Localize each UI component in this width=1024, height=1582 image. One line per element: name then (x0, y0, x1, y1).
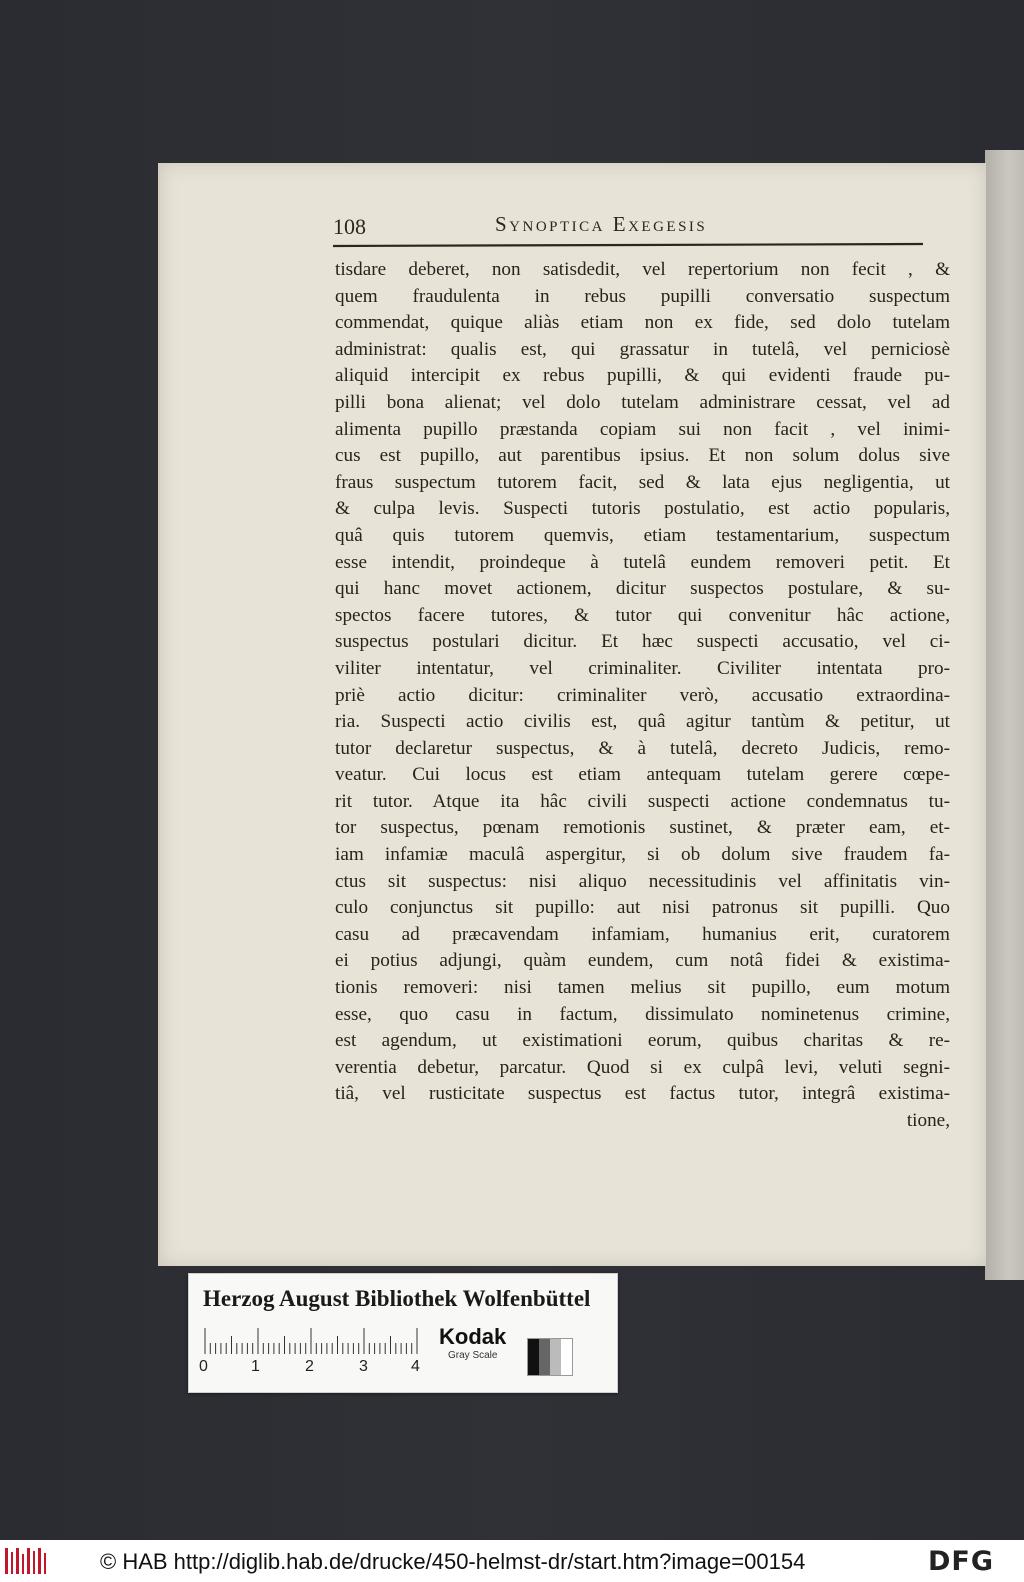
facing-page-edge (985, 150, 1024, 1280)
dfg-logo: DFG (928, 1546, 995, 1577)
text-line: qui hanc movet actionem, dicitur suspectos postulare, & su- (335, 578, 950, 600)
text-line: est agendum, ut existimationi eorum, quibus charitas & re- (335, 1030, 950, 1052)
library-color-card (188, 1273, 618, 1393)
header-rule (333, 240, 933, 252)
footer-citation-link[interactable]: © HAB http://diglib.hab.de/drucke/450-helmst-dr/start.htm?image=00154 (100, 1549, 806, 1574)
text-line: tutor declaretur suspectus, & à tutelâ, decreto Judicis, remo- (335, 737, 950, 759)
text-line: cus est pupillo, aut parentibus ipsius. Et non solum dolus sive (335, 445, 950, 467)
ruler-number: 0 (199, 1358, 208, 1375)
text-line: esse, quo casu in factum, dissimulato nominetenus crimine, (335, 1003, 950, 1025)
hab-barcode-icon (4, 1546, 48, 1576)
text-line: ctus sit suspectus: nisi aliquo necessitudinis vel affinitatis vin- (335, 870, 950, 892)
text-line: aliquid intercipit ex rebus pupilli, & qui evidenti fraude pu- (335, 365, 950, 387)
text-line: rit tutor. Atque ita hâc civili suspecti actione condemnatus tu- (335, 790, 950, 812)
ruler-number: 2 (305, 1358, 314, 1375)
text-line: iam infamiæ maculâ aspergitur, si ob dolum sive fraudem fa- (335, 844, 950, 866)
text-line: culo conjunctus sit pupillo: aut nisi patronus sit pupilli. Quo (335, 897, 950, 919)
gray-scale-swatches (527, 1338, 573, 1376)
library-name: Herzog August Bibliothek Wolfenbüttel (203, 1286, 591, 1311)
text-line: tor suspectus, pœnam remotionis sustinet, & præter eam, et- (335, 817, 950, 839)
text-line: quem fraudulenta in rebus pupilli conversatio suspectum (335, 285, 950, 307)
text-line: & culpa levis. Suspecti tutoris postulatio, est actio popularis, (335, 498, 950, 520)
text-line: ei potius adjungi, quàm eundem, cum notâ fidei & existima- (335, 950, 950, 972)
text-line: pilli bona alienat; vel dolo tutelam administrare cessat, vel ad (335, 391, 950, 413)
text-line: ria. Suspecti actio civilis est, quâ agitur tantùm & petitur, ut (335, 711, 950, 733)
text-line: viliter intentatur, vel criminaliter. Civiliter intentata pro- (335, 657, 950, 679)
kodak-logo: Kodak (439, 1324, 507, 1349)
ruler-number: 1 (251, 1358, 260, 1375)
text-line: quâ quis tutorem quemvis, etiam testamentarium, suspectum (335, 524, 950, 546)
text-line: tionis removeri: nisi tamen melius sit pupillo, eum motum (335, 977, 950, 999)
page-number: 108 (333, 214, 366, 239)
text-line: esse intendit, proindeque à tutelâ eundem removeri petit. Et (335, 551, 950, 573)
ruler-scale (203, 1326, 421, 1354)
text-line: verentia debetur, parcatur. Quod si ex culpâ levi, veluti segni- (335, 1056, 950, 1078)
footer-bar (0, 1540, 1024, 1582)
text-line: administrat: qualis est, qui grassatur in tutelâ, vel perniciosè (335, 338, 950, 360)
text-line: suspectus postulari dicitur. Et hæc suspecti accusatio, vel ci- (335, 631, 950, 653)
text-line: veatur. Cui locus est etiam antequam tutelam gerere cœpe- (335, 764, 950, 786)
text-line: commendat, quique aliàs etiam non ex fide, sed dolo tutelam (335, 312, 950, 334)
gray-scale-caption: Gray Scale (448, 1350, 498, 1361)
text-line: priè actio dicitur: criminaliter verò, accusatio extraordina- (335, 684, 950, 706)
body-text (335, 257, 950, 1135)
catchword: tione, (906, 1110, 950, 1131)
ruler-number: 3 (359, 1358, 368, 1375)
text-line: spectos facere tutores, & tutor qui convenitur hâc actione, (335, 604, 950, 626)
text-line: casu ad præcavendam infamiam, humanius erit, curatorem (335, 923, 950, 945)
text-line: tiâ, vel rusticitate suspectus est factus tutor, integrâ existima- (335, 1083, 950, 1105)
text-line: alimenta pupillo præstanda copiam sui non facit , vel inimi- (335, 418, 950, 440)
text-line: tisdare deberet, non satisdedit, vel repertorium non fecit , & (335, 259, 950, 280)
ruler-number: 4 (411, 1358, 420, 1375)
text-line: fraus suspectum tutorem facit, sed & lata ejus negligentia, ut (335, 471, 950, 493)
running-head: Synoptica Exegesis (495, 212, 708, 236)
